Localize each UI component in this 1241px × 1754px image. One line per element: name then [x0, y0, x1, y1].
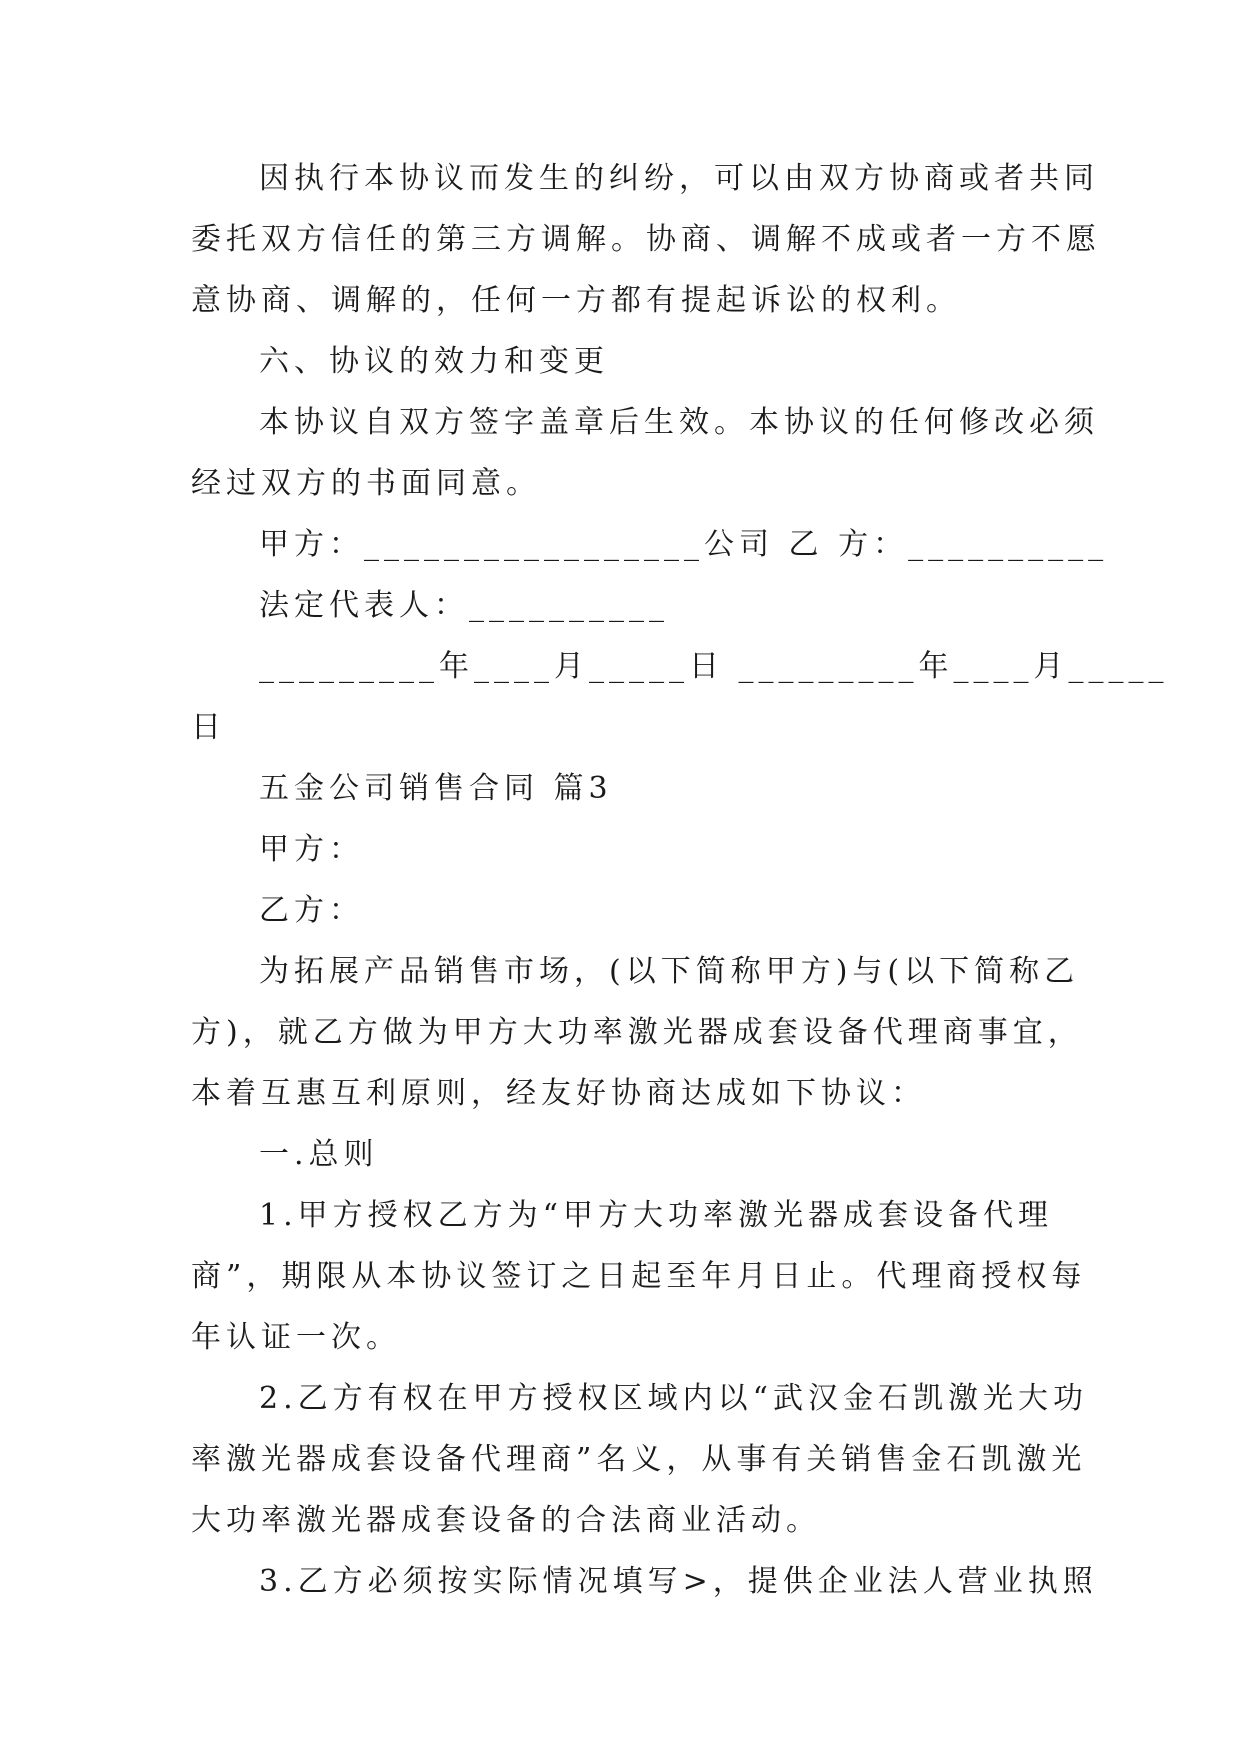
party-b-label: 乙方： [259, 893, 364, 928]
signature-line-representative: 法定代表人：__________ [259, 588, 669, 623]
contract-title: 五金公司销售合同 篇3 [259, 771, 613, 806]
clause-line: 2.乙方有权在甲方授权区域内以“武汉金石凯激光大功 [259, 1381, 1088, 1416]
clause-line: 率激光器成套设备代理商”名义，从事有关销售金石凯激光 [191, 1442, 1087, 1477]
signature-line-parties: 甲方：_________________公司 乙 方：__________ [259, 527, 1109, 562]
paragraph-line: 本着互惠互利原则，经友好协商达成如下协议： [191, 1076, 926, 1111]
paragraph-line: 本协议自双方签字盖章后生效。本协议的任何修改必须 [259, 405, 1099, 440]
clause-line: 商”，期限从本协议签订之日起至年月日止。代理商授权每 [191, 1259, 1087, 1294]
paragraph-line: 因执行本协议而发生的纠纷，可以由双方协商或者共同 [259, 161, 1099, 196]
paragraph-line: 经过双方的书面同意。 [191, 466, 541, 501]
section-heading: 六、协议的效力和变更 [259, 344, 609, 379]
date-line-continued: 日 [191, 710, 226, 745]
clause-line: 1.甲方授权乙方为“甲方大功率激光器成套设备代理 [259, 1198, 1053, 1233]
document-body [191, 148, 1169, 1612]
clause-line: 3.乙方必须按实际情况填写>，提供企业法人营业执照 [259, 1564, 1098, 1599]
paragraph-line: 为拓展产品销售市场，(以下简称甲方)与(以下简称乙 [259, 954, 1080, 989]
section-heading: 一.总则 [259, 1137, 379, 1172]
paragraph-line: 意协商、调解的，任何一方都有提起诉讼的权利。 [191, 283, 961, 318]
clause-line: 大功率激光器成套设备的合法商业活动。 [191, 1503, 821, 1538]
party-a-label: 甲方： [259, 832, 364, 867]
date-line: _________年____月_____日 _________年____月_____ [259, 649, 1169, 684]
paragraph-line: 方)，就乙方做为甲方大功率激光器成套设备代理商事宜， [191, 1015, 1083, 1050]
clause-line: 年认证一次。 [191, 1320, 401, 1355]
paragraph-line: 委托双方信任的第三方调解。协商、调解不成或者一方不愿 [191, 222, 1101, 257]
